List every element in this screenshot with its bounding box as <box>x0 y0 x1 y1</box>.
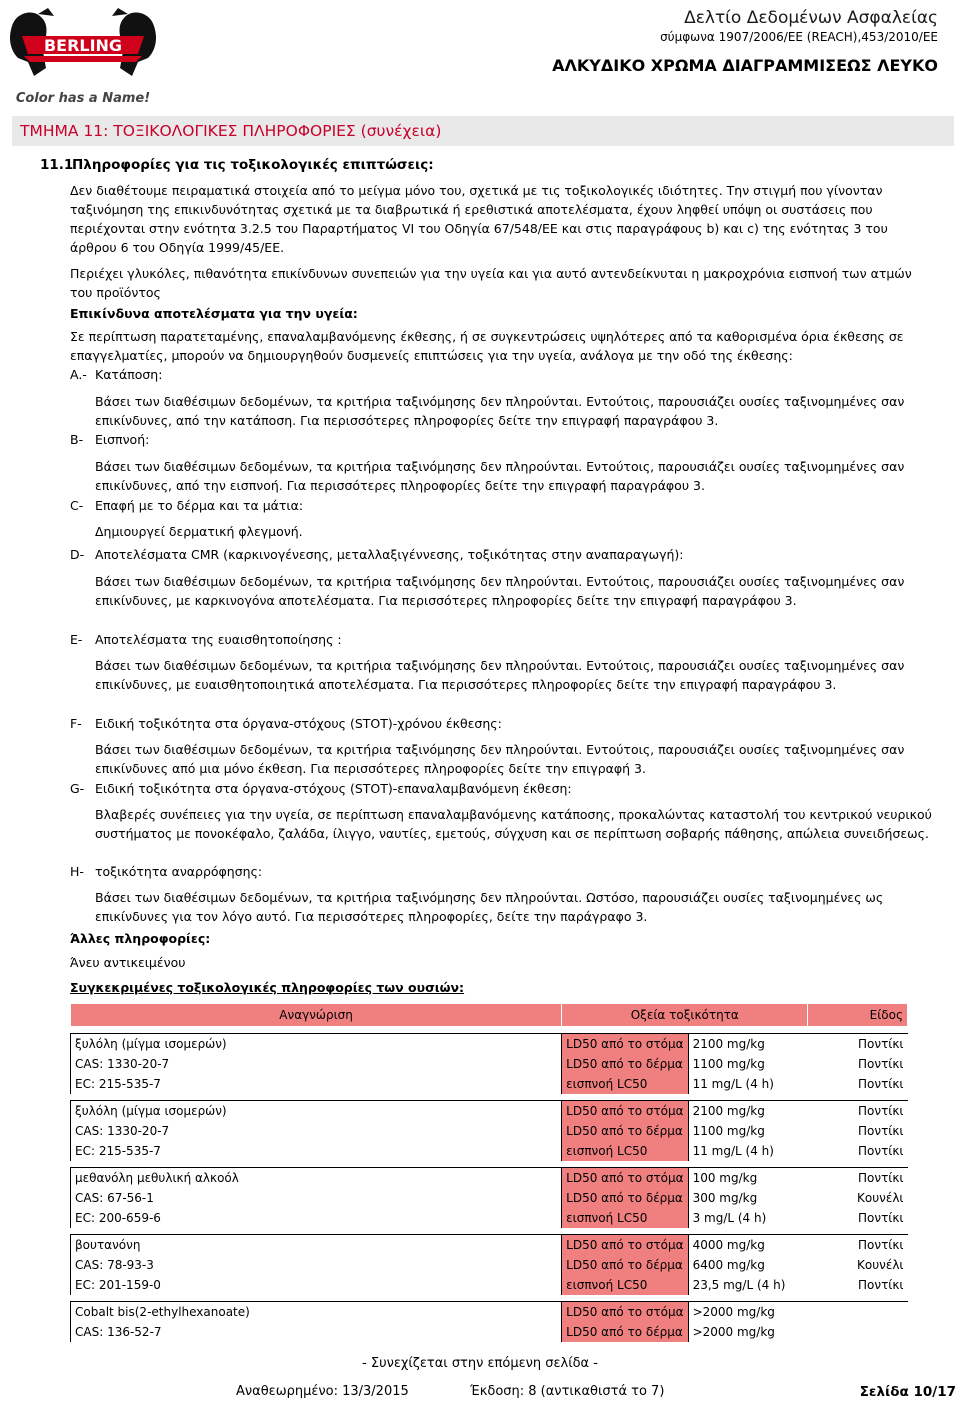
substance-name: μεθανόλη μεθυλική αλκοόλ <box>71 1168 562 1189</box>
edition-info: Έκδοση: 8 (αντικαθιστά το 7) <box>470 1384 665 1399</box>
item-body: Βάσει των διαθέσιμων δεδομένων, τα κριτήρια ταξινόμησης δεν πληρούνται. Εντούτοις, παρουσιάζει ουσίες ταξινομημένες σαν επικίνδυνες, με καρκινογόνα αποτελέσματα. Για περισσότερες πληροφορίες δείτε την επιγραφή παραγράφου 3. <box>95 574 905 608</box>
species <box>808 1322 908 1342</box>
species: Ποντίκι <box>858 1144 904 1158</box>
species: Ποντίκι <box>808 1168 908 1189</box>
berling-logo <box>8 6 158 108</box>
table-row <box>71 1054 908 1074</box>
page-number: Σελίδα 10/17 <box>859 1384 956 1400</box>
item-title: τοξικότητα αναρρόφησης: <box>95 864 263 879</box>
test-value: 100 mg/kg <box>688 1168 808 1189</box>
test-value: 300 mg/kg <box>688 1188 808 1208</box>
species: Κουνέλι <box>856 1191 904 1205</box>
item-body: Βλαβερές συνέπειες για την υγεία, σε περίπτωση επαναλαμβανόμενης κατάποσης, προκαλώντας καταστολή του κεντρικού νευρικού συστήματος με πονοκέφαλο, ζαλάδα, ίλιγγο, ναυτίες, εμετούς, σύγχυση και σε περίπτωση σοβαρής πάθησης, απώλεια συνειδήσεως. <box>95 807 932 841</box>
test-type: LD50 από το δέρμα <box>562 1255 688 1275</box>
document-title: Δελτίο Δεδομένων Ασφαλείας <box>684 8 938 28</box>
test-type: LD50 από το στόμα <box>562 1034 688 1055</box>
revision-date: Αναθεωρημένο: 13/3/2015 <box>236 1384 409 1399</box>
item-body: Βάσει των διαθέσιμων δεδομένων, τα κριτήρια ταξινόμησης δεν πληρούνται. Εντούτοις, παρουσιάζει ουσίες ταξινομημένες σαν επικίνδυνες, από την εισπνοή. Για περισσότερες πληροφορίες δείτε την επιγραφή παραγράφου 3. <box>95 459 905 493</box>
substances-heading: Συγκεκριμένες τοξικολογικές πληροφορίες των ουσιών: <box>70 980 465 995</box>
species: Ποντίκι <box>858 1278 904 1292</box>
item-letter: F- <box>70 716 82 731</box>
test-value: 6400 mg/kg <box>688 1255 808 1275</box>
col-identification-header: Αναγνώριση <box>71 1004 562 1027</box>
species: Ποντίκι <box>808 1101 908 1122</box>
item-body: Βάσει των διαθέσιμων δεδομένων, τα κριτήρια ταξινόμησης δεν πληρούνται. Εντούτοις, παρουσιάζει ουσίες ταξινομημένες σαν επικίνδυνες, με ευαισθητοποιητικά αποτελέσματα. Για περισσότερες πληροφορίες δείτε την επιγραφή παραγράφου 3. <box>95 658 905 692</box>
other-info-heading: Άλλες πληροφορίες: <box>70 931 211 946</box>
cas-number: CAS: 78-93-3 <box>71 1255 562 1275</box>
species: Ποντίκι <box>808 1235 908 1256</box>
table-header-row <box>71 1004 908 1027</box>
test-value: 23,5 mg/L (4 h) <box>688 1275 808 1295</box>
item-title: Επαφή με το δέρμα και τα μάτια: <box>95 498 304 513</box>
species: Ποντίκι <box>858 1211 904 1225</box>
table-row <box>71 1208 908 1228</box>
logo-wordmark: BERLING <box>43 36 123 55</box>
item-title: Κατάποση: <box>95 367 163 382</box>
table-row <box>71 1101 908 1122</box>
test-value: 2100 mg/kg <box>688 1034 808 1055</box>
species: Ποντίκι <box>858 1077 904 1091</box>
cas-number: CAS: 136-52-7 <box>71 1322 562 1342</box>
table-row <box>71 1034 908 1055</box>
species: Ποντίκι <box>858 1124 904 1138</box>
item-letter: E- <box>70 632 83 647</box>
substance-name: Cobalt bis(2-ethylhexanoate) <box>71 1302 562 1323</box>
species: Ποντίκι <box>808 1034 908 1055</box>
test-type: εισπνοή LC50 <box>562 1208 688 1228</box>
item-body: Δημιουργεί δερματική φλεγμονή. <box>95 524 303 539</box>
item-title: Ειδική τοξικότητα στα όργανα-στόχους (STOT)-επαναλαμβανόμενη έκθεση: <box>95 781 572 796</box>
ec-number: EC: 215-535-7 <box>71 1141 562 1161</box>
logo-slogan: Color has a Name! <box>15 91 151 106</box>
test-value: 1100 mg/kg <box>688 1054 808 1074</box>
test-value: 1100 mg/kg <box>688 1121 808 1141</box>
table-row <box>71 1235 908 1256</box>
test-type: εισπνοή LC50 <box>562 1141 688 1161</box>
item-title: Αποτελέσματα της ευαισθητοποίησης : <box>95 632 342 647</box>
cas-number: CAS: 1330-20-7 <box>71 1121 562 1141</box>
col-acute-toxicity-header: Οξεία τοξικότητα <box>562 1004 808 1027</box>
species: Κουνέλι <box>856 1258 904 1272</box>
test-value: 11 mg/L (4 h) <box>688 1141 808 1161</box>
item-title: Ειδική τοξικότητα στα όργανα-στόχους (STOT)-χρόνου έκθεσης: <box>95 716 502 731</box>
health-effects-text: Σε περίπτωση παρατεταμένης, επαναλαμβανόμενης έκθεσης, ή σε συγκεντρώσεις υψηλότερες από τα καθορισμένα όρια έκθεσης σε επαγγελματίες, μπορούν να δημιουργηθούν δυσμενείς επιπτώσεις για την υγεία, ανάλογα με την οδό της έκθεσης: <box>70 329 904 363</box>
substance-name: ξυλόλη (μίγμα ισομερών) <box>71 1101 562 1122</box>
substance-name: βουτανόνη <box>71 1235 562 1256</box>
table-row <box>71 1275 908 1295</box>
test-type: LD50 από το στόμα <box>562 1101 688 1122</box>
subsection-heading <box>40 157 434 173</box>
ec-number: EC: 200-659-6 <box>71 1208 562 1228</box>
glycol-warning: Περιέχει γλυκόλες, πιθανότητα επικίνδυνων συνεπειών για την υγεία και για αυτό αντενδείκνυται η μακροχρόνια εισπνοή των ατμών του προϊόντος <box>70 266 912 300</box>
table-row <box>71 1141 908 1161</box>
item-body: Βάσει των διαθέσιμων δεδομένων, τα κριτήρια ταξινόμησης δεν πληρούνται. Ωστόσο, παρουσιάζει ουσίες ταξινομημένες ως επικίνδυνες για τον λόγο αυτό. Για περισσότερες πληροφορίες, δείτε την παράγραφο 3. <box>95 890 884 924</box>
table-row <box>71 1322 908 1342</box>
item-body: Βάσει των διαθέσιμων δεδομένων, τα κριτήρια ταξινόμησης δεν πληρούνται. Εντούτοις, παρουσιάζει ουσίες ταξινομημένες σαν επικίνδυνες από μια μόνο έκθεση. Για περισσότερες πληροφορίες δείτε την επιγραφή 3. <box>95 742 905 776</box>
table-row <box>71 1302 908 1323</box>
col-species-header: Είδος <box>808 1004 908 1027</box>
item-letter: C- <box>70 498 84 513</box>
table-row <box>71 1074 908 1094</box>
test-value: 3 mg/L (4 h) <box>688 1208 808 1228</box>
health-effects-heading: Επικίνδυνα αποτελέσματα για την υγεία: <box>70 306 358 321</box>
test-value: 2100 mg/kg <box>688 1101 808 1122</box>
product-name: ΑΛΚΥΔΙΚΟ ΧΡΩΜΑ ΔΙΑΓΡΑΜΜΙΣΕΩΣ ΛΕΥΚΟ <box>552 56 938 75</box>
test-value: 4000 mg/kg <box>688 1235 808 1256</box>
other-info-text: Άνευ αντικειμένου <box>70 955 186 970</box>
test-type: LD50 από το στόμα <box>562 1168 688 1189</box>
table-row <box>71 1121 908 1141</box>
item-letter: D- <box>70 547 85 562</box>
ec-number: EC: 201-159-0 <box>71 1275 562 1295</box>
item-title: Εισπνοή: <box>95 432 150 447</box>
cas-number: CAS: 67-56-1 <box>71 1188 562 1208</box>
test-type: εισπνοή LC50 <box>562 1275 688 1295</box>
item-letter: G- <box>70 781 85 796</box>
item-body: Βάσει των διαθέσιμων δεδομένων, τα κριτήρια ταξινόμησης δεν πληρούνται. Εντούτοις, παρουσιάζει ουσίες ταξινομημένες σαν επικίνδυνες, από την κατάποση. Για περισσότερες πληροφορίες δείτε την επιγραφή παραγράφου 3. <box>95 394 905 428</box>
test-value: >2000 mg/kg <box>688 1302 808 1323</box>
test-type: LD50 από το δέρμα <box>562 1188 688 1208</box>
continued-notice: - Συνεχίζεται στην επόμενη σελίδα - <box>362 1356 598 1371</box>
item-letter: H- <box>70 864 84 879</box>
substance-name: ξυλόλη (μίγμα ισομερών) <box>71 1034 562 1055</box>
subsection-number: 11.1 <box>40 157 74 173</box>
species: Ποντίκι <box>858 1057 904 1071</box>
item-title: Αποτελέσματα CMR (καρκινογένεσης, μεταλλαξιγέννεσης, τοξικότητας στην αναπαραγωγή): <box>95 547 684 562</box>
regulation-reference: σύμφωνα 1907/2006/ΕΕ (REACH),453/2010/ΕΕ <box>660 30 938 44</box>
section-title: ΤΜΗΜΑ 11: ΤΟΞΙΚΟΛΟΓΙΚΕΣ ΠΛΗΡΟΦΟΡΙΕΣ (συνέχεια) <box>12 116 954 146</box>
test-value: 11 mg/L (4 h) <box>688 1074 808 1094</box>
table-row <box>71 1255 908 1275</box>
test-type: εισπνοή LC50 <box>562 1074 688 1094</box>
test-type: LD50 από το στόμα <box>562 1302 688 1323</box>
item-letter: B- <box>70 432 84 447</box>
test-type: LD50 από το δέρμα <box>562 1121 688 1141</box>
table-row <box>71 1168 908 1189</box>
table-row <box>71 1188 908 1208</box>
species <box>808 1302 908 1323</box>
test-type: LD50 από το στόμα <box>562 1235 688 1256</box>
test-type: LD50 από το δέρμα <box>562 1054 688 1074</box>
subsection-title: Πληροφορίες για τις τοξικολογικές επιπτώσεις: <box>72 157 434 173</box>
ec-number: EC: 215-535-7 <box>71 1074 562 1094</box>
test-value: >2000 mg/kg <box>688 1322 808 1342</box>
substance-toxicity-table <box>70 1003 908 1342</box>
test-type: LD50 από το δέρμα <box>562 1322 688 1342</box>
cas-number: CAS: 1330-20-7 <box>71 1054 562 1074</box>
item-letter: A.- <box>70 367 87 382</box>
intro-paragraph: Δεν διαθέτουμε πειραματικά στοιχεία από το μείγμα μόνο του, σχετικά με τις τοξικολογικές ιδιότητες. Την στιγμή που γίνονταν ταξινόμηση της επικινδυνότητας σχετικά με τα διαβρωτικά ή ερεθιστικά αποτελέσματα, έχουν ληφθεί υπόψη οι συστάσεις που περιέχονται στην ενότητα 3.2.5 του Παραρτήματος VI του Οδηγία 67/548/ΕΕ και στις παραγράφους b) και c) της ενότητας 3 του άρθρου 6 του Οδηγία 1999/45/ΕΕ. <box>70 183 888 255</box>
